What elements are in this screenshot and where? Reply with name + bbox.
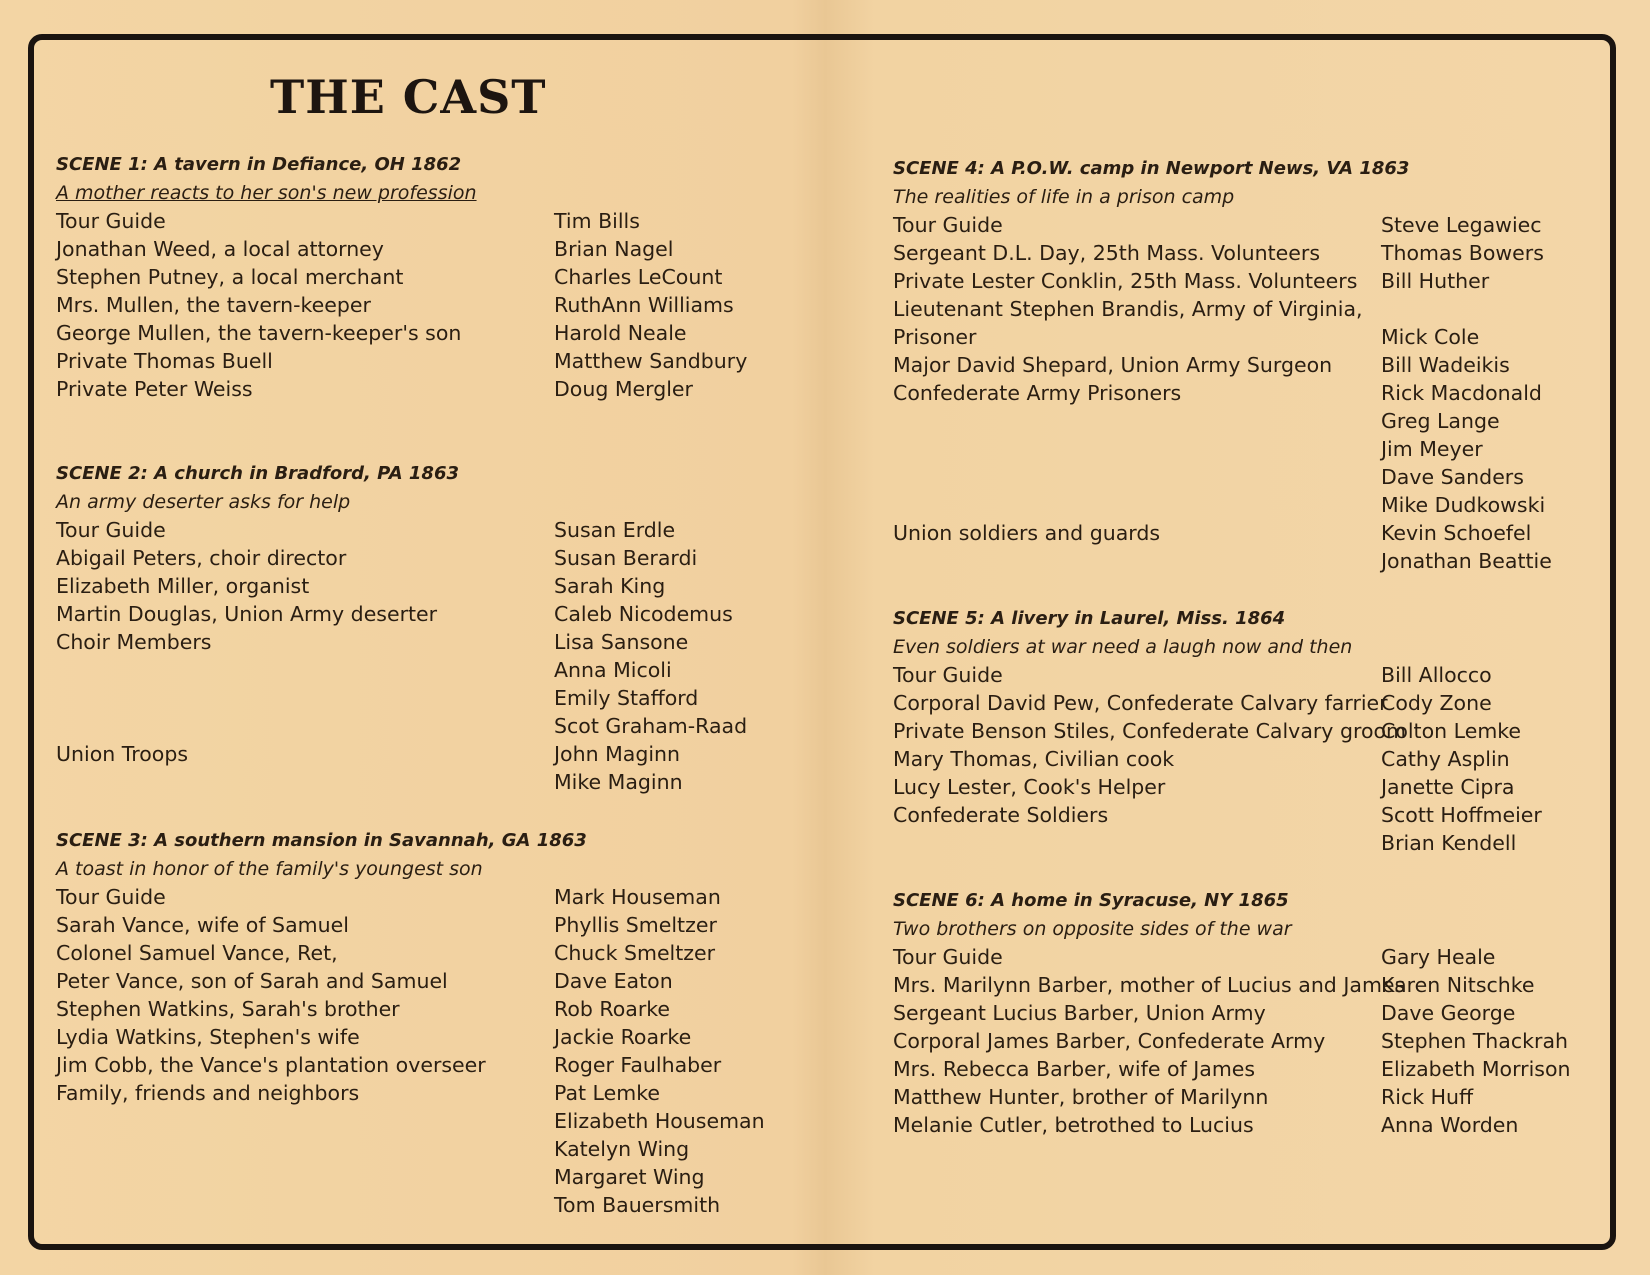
role: George Mullen, the tavern-keeper's son xyxy=(56,321,462,345)
actor: Cathy Asplin xyxy=(1381,747,1510,771)
actor: Scot Graham-Raad xyxy=(554,714,748,738)
actor: Scott Hoffmeier xyxy=(1381,803,1542,827)
actor: Thomas Bowers xyxy=(1381,241,1544,265)
role: Confederate Army Prisoners xyxy=(893,381,1182,405)
role: Abigail Peters, choir director xyxy=(56,546,347,570)
right-actors-column-3 xyxy=(1381,943,1570,1139)
actor: Colton Lemke xyxy=(1381,719,1522,743)
actor: Rob Roarke xyxy=(554,997,671,1021)
role: Confederate Soldiers xyxy=(893,803,1109,827)
left-actors-column xyxy=(554,207,747,403)
actor: Bill Huther xyxy=(1381,269,1490,293)
actor: Greg Lange xyxy=(1381,409,1500,433)
actor: Matthew Sandbury xyxy=(554,349,748,373)
actor: Mike Dudkowski xyxy=(1381,493,1546,517)
actor: Bill Allocco xyxy=(1381,663,1492,687)
actor: Mike Maginn xyxy=(554,770,683,794)
role: Melanie Cutler, betrothed to Lucius xyxy=(893,1113,1254,1137)
actor: Doug Mergler xyxy=(554,377,693,401)
left-actors-column-3 xyxy=(554,883,765,1219)
actor: Sarah King xyxy=(554,574,666,598)
role: Lieutenant Stephen Brandis, Army of Virginia, xyxy=(893,297,1363,321)
actor: Mick Cole xyxy=(1381,325,1480,349)
actor: Jackie Roarke xyxy=(554,1025,692,1049)
actor: Gary Heale xyxy=(1381,945,1496,969)
role xyxy=(56,712,459,740)
role: Tour Guide xyxy=(56,885,166,909)
role: Lucy Lester, Cook's Helper xyxy=(893,775,1166,799)
actor: Katelyn Wing xyxy=(554,1137,690,1161)
scene-heading: SCENE 1: A tavern in Defiance, OH 1862 xyxy=(56,154,462,175)
actor: Jim Meyer xyxy=(1381,437,1483,461)
actor: Bill Wadeikis xyxy=(1381,353,1510,377)
page-title: THE CAST xyxy=(270,70,547,124)
role: Mrs. Mullen, the tavern-keeper xyxy=(56,293,371,317)
scene-heading: SCENE 3: A southern mansion in Savannah, GA 1863 xyxy=(56,830,587,851)
role: Major David Shepard, Union Army Surgeon xyxy=(893,353,1333,377)
actor: Tim Bills xyxy=(554,209,640,233)
left-actors-column-2 xyxy=(554,516,747,796)
actor: Kevin Schoefel xyxy=(1381,521,1532,545)
actor: Janette Cipra xyxy=(1381,775,1515,799)
role: Corporal David Pew, Confederate Calvary farrier xyxy=(893,691,1388,715)
actor: Brian Kendell xyxy=(1381,831,1517,855)
role: Union Troops xyxy=(56,742,189,766)
scene-heading: SCENE 5: A livery in Laurel, Miss. 1864 xyxy=(893,608,1286,629)
scene-tagline: Even soldiers at war need a laugh now and then xyxy=(893,636,1353,658)
role: Sarah Vance, wife of Samuel xyxy=(56,913,349,937)
role: Tour Guide xyxy=(893,945,1003,969)
role: Private Thomas Buell xyxy=(56,349,273,373)
role: Private Lester Conklin, 25th Mass. Volunteers xyxy=(893,269,1358,293)
role: Jonathan Weed, a local attorney xyxy=(56,237,384,261)
actor: Stephen Thackrah xyxy=(1381,1029,1568,1053)
scene-tagline: A toast in honor of the family's youngest son xyxy=(56,858,483,880)
scene-tagline: Two brothers on opposite sides of the war xyxy=(893,918,1292,940)
actor: Phyllis Smeltzer xyxy=(554,913,717,937)
actor: Cody Zone xyxy=(1381,691,1492,715)
left-roles-column-3 xyxy=(56,827,587,1107)
right-roles-column xyxy=(893,155,1409,547)
actor: RuthAnn Williams xyxy=(554,293,734,317)
scene-heading: SCENE 2: A church in Bradford, PA 1863 xyxy=(56,463,459,484)
right-actors-column-2 xyxy=(1381,661,1542,857)
scene-tagline: An army deserter asks for help xyxy=(56,491,351,513)
scene-tagline: The realities of life in a prison camp xyxy=(893,186,1235,208)
actor: Brian Nagel xyxy=(554,237,674,261)
actor: Anna Micoli xyxy=(554,658,672,682)
role: Tour Guide xyxy=(893,663,1003,687)
actor: Jonathan Beattie xyxy=(1381,549,1552,573)
actor: Dave Sanders xyxy=(1381,465,1524,489)
actor: Karen Nitschke xyxy=(1381,973,1535,997)
role xyxy=(893,491,1409,519)
role: Martin Douglas, Union Army deserter xyxy=(56,602,438,626)
role: Sergeant Lucius Barber, Union Army xyxy=(893,1001,1266,1025)
actor: Susan Berardi xyxy=(554,546,698,570)
actor: Chuck Smeltzer xyxy=(554,941,716,965)
role: Peter Vance, son of Sarah and Samuel xyxy=(56,969,448,993)
actor: Elizabeth Morrison xyxy=(1381,1057,1571,1081)
scene-tagline: A mother reacts to her son's new profession xyxy=(56,182,477,204)
actor: Susan Erdle xyxy=(554,518,676,542)
actor: Charles LeCount xyxy=(554,265,723,289)
scene-heading: SCENE 6: A home in Syracuse, NY 1865 xyxy=(893,890,1289,911)
role: Lydia Watkins, Stephen's wife xyxy=(56,1025,360,1049)
role: Choir Members xyxy=(56,630,212,654)
role xyxy=(893,463,1409,491)
role: Private Benson Stiles, Confederate Calvary groom xyxy=(893,719,1407,743)
actor: Dave George xyxy=(1381,1001,1516,1025)
actor: Emily Stafford xyxy=(554,686,699,710)
role xyxy=(56,656,459,684)
role: Elizabeth Miller, organist xyxy=(56,574,310,598)
actor: Elizabeth Houseman xyxy=(554,1109,765,1133)
role: Tour Guide xyxy=(56,209,166,233)
actor: John Maginn xyxy=(554,742,681,766)
role: Corporal James Barber, Confederate Army xyxy=(893,1029,1326,1053)
right-roles-column-3 xyxy=(893,887,1405,1139)
actor: Mark Houseman xyxy=(554,885,721,909)
actor: Lisa Sansone xyxy=(554,630,689,654)
role: Prisoner xyxy=(893,325,977,349)
role: Sergeant D.L. Day, 25th Mass. Volunteers xyxy=(893,241,1320,265)
role: Union soldiers and guards xyxy=(893,521,1161,545)
actor: Rick Huff xyxy=(1381,1085,1474,1109)
scene-heading: SCENE 4: A P.O.W. camp in Newport News, VA 1863 xyxy=(893,158,1410,179)
role: Tour Guide xyxy=(893,213,1003,237)
left-roles-column-2 xyxy=(56,460,459,768)
role xyxy=(893,435,1409,463)
role: Private Peter Weiss xyxy=(56,377,253,401)
actor: Caleb Nicodemus xyxy=(554,602,733,626)
role: Stephen Watkins, Sarah's brother xyxy=(56,997,400,1021)
role: Family, friends and neighbors xyxy=(56,1081,360,1105)
role: Mrs. Marilynn Barber, mother of Lucius and James xyxy=(893,973,1406,997)
role xyxy=(893,407,1409,435)
actor: Dave Eaton xyxy=(554,969,673,993)
role: Colonel Samuel Vance, Ret, xyxy=(56,941,338,965)
actor: Pat Lemke xyxy=(554,1081,660,1105)
role: Matthew Hunter, brother of Marilynn xyxy=(893,1085,1269,1109)
actor: Margaret Wing xyxy=(554,1165,705,1189)
actor: Roger Faulhaber xyxy=(554,1053,722,1077)
role: Stephen Putney, a local merchant xyxy=(56,265,404,289)
right-actors-column xyxy=(1381,211,1552,575)
actor: Harold Neale xyxy=(554,321,687,345)
right-roles-column-2 xyxy=(893,605,1406,829)
actor: Steve Legawiec xyxy=(1381,213,1542,237)
role: Jim Cobb, the Vance's plantation overseer xyxy=(56,1053,486,1077)
left-roles-column xyxy=(56,151,477,403)
role xyxy=(56,684,459,712)
actor: Tom Bauersmith xyxy=(554,1193,721,1217)
actor: Anna Worden xyxy=(1381,1113,1519,1137)
actor xyxy=(1381,295,1552,323)
actor: Rick Macdonald xyxy=(1381,381,1542,405)
role: Mrs. Rebecca Barber, wife of James xyxy=(893,1057,1256,1081)
role: Mary Thomas, Civilian cook xyxy=(893,747,1175,771)
role: Tour Guide xyxy=(56,518,166,542)
